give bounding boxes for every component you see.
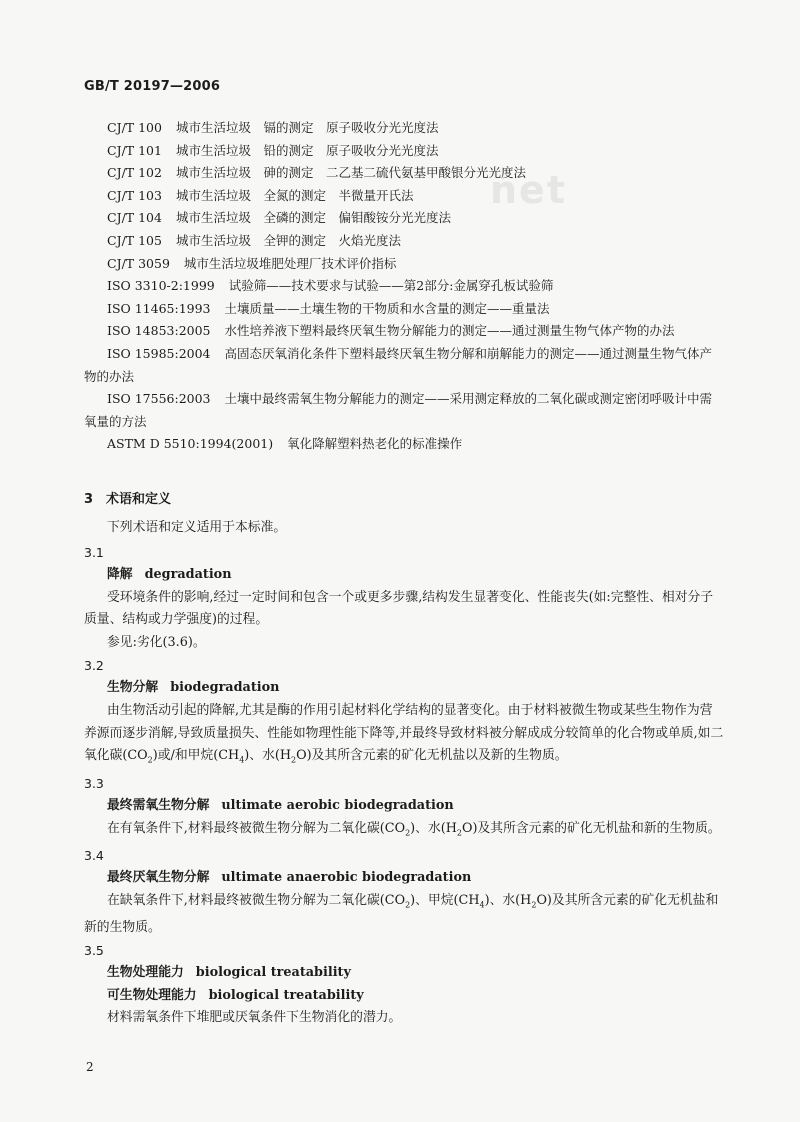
term-definition: 材料需氧条件下堆肥或厌氧条件下生物消化的潜力。 bbox=[107, 1010, 402, 1026]
list-item: CJ/T 103 城市生活垃圾 全氮的测定 半微量开氏法 bbox=[107, 187, 414, 203]
list-item: ISO 11465:1993 土壤质量——土壤生物的干物质和水含量的测定——重量法 bbox=[107, 300, 550, 316]
term-definition: 受环境条件的影响,经过一定时间和包含一个或更多步骤,结构发生显著变化、性能丧失(如:完整性、相对分子质量、结构或力学强度)的过程。 bbox=[84, 589, 714, 628]
term-heading: 生物处理能力 biological treatability bbox=[107, 964, 351, 980]
term-heading: 降解 degradation bbox=[107, 566, 232, 582]
list-item: CJ/T 3059 城市生活垃圾堆肥处理厂技术评价指标 bbox=[107, 255, 397, 271]
normative-references-list bbox=[84, 117, 724, 456]
page-number: 2 bbox=[86, 1060, 94, 1074]
section-3 bbox=[84, 488, 724, 1030]
term-definition: 由生物活动引起的降解,尤其是酶的作用引起材料化学结构的显著变化。由于材料被微生物或某些生物作为营养源而逐步消解,导致质量损失、性能如物理性能下降等,并最终导致材料被分解成成分较简单的化合物或单质,如二氧化碳$(CO_2)$或/和甲烷$(CH_4)$、水$(H_2O)$及其所含元素的矿化无机盐以及新的生物质。 bbox=[84, 702, 724, 765]
list-item: CJ/T 101 城市生活垃圾 铅的测定 原子吸收分光光度法 bbox=[107, 142, 439, 158]
clause-number: 3.2 bbox=[84, 657, 104, 673]
section-title: 3 术语和定义 bbox=[84, 492, 172, 507]
term-heading: 生物分解 biodegradation bbox=[107, 679, 280, 695]
term-heading-alternate: 可生物处理能力 biological treatability bbox=[107, 987, 364, 1003]
section-intro: 下列术语和定义适用于本标准。 bbox=[107, 520, 287, 535]
document-id-header: GB/T 20197—2006 bbox=[84, 79, 221, 94]
list-item: ISO 17556:2003 土壤中最终需氧生物分解能力的测定——采用测定释放的二氧化碳或测定密闭呼吸计中需氧量的方法 bbox=[84, 391, 713, 429]
term-heading: 最终需氧生物分解 ultimate aerobic biodegradation bbox=[107, 797, 454, 813]
clause-number: 3.5 bbox=[84, 942, 104, 958]
term-note: 参见:劣化(3.6)。 bbox=[107, 635, 206, 651]
list-item: ISO 15985:2004 高固态厌氧消化条件下塑料最终厌氧生物分解和崩解能力的测定——通过测量生物气体产物的办法 bbox=[84, 345, 713, 384]
list-item: ISO 3310-2:1999 试验筛——技术要求与试验——第2部分:金属穿孔板试验筛 bbox=[107, 278, 554, 294]
term-definition: 在缺氧条件下,材料最终被微生物分解为二氧化碳$(CO_2)$、甲烷$(CH_4)$、水$(H_2O)$及其所含元素的矿化无机盐和新的生物质。 bbox=[84, 892, 719, 935]
clause-number: 3.1 bbox=[84, 544, 104, 560]
clause-number: 3.4 bbox=[84, 847, 104, 863]
list-item: CJ/T 102 城市生活垃圾 砷的测定 二乙基二硫代氨基甲酸银分光光度法 bbox=[107, 165, 526, 181]
term-heading: 最终厌氧生物分解 ultimate anaerobic biodegradation bbox=[107, 869, 472, 885]
clause-number: 3.3 bbox=[84, 775, 104, 791]
watermark: net bbox=[490, 168, 567, 212]
term-definition: 在有氧条件下,材料最终被微生物分解为二氧化碳$(CO_2)$、水$(H_2O)$及其所含元素的矿化无机盐和新的生物质。 bbox=[107, 820, 721, 838]
list-item: CJ/T 100 城市生活垃圾 镉的测定 原子吸收分光光度法 bbox=[107, 120, 439, 135]
list-item: ASTM D 5510:1994(2001) 氧化降解塑料热老化的标准操作 bbox=[107, 436, 463, 452]
list-item: CJ/T 104 城市生活垃圾 全磷的测定 偏钼酸铵分光光度法 bbox=[107, 210, 451, 226]
list-item: CJ/T 105 城市生活垃圾 全钾的测定 火焰光度法 bbox=[107, 232, 401, 248]
list-item: ISO 14853:2005 水性培养液下塑料最终厌氧生物分解能力的测定——通过测量生物气体产物的办法 bbox=[107, 323, 675, 339]
